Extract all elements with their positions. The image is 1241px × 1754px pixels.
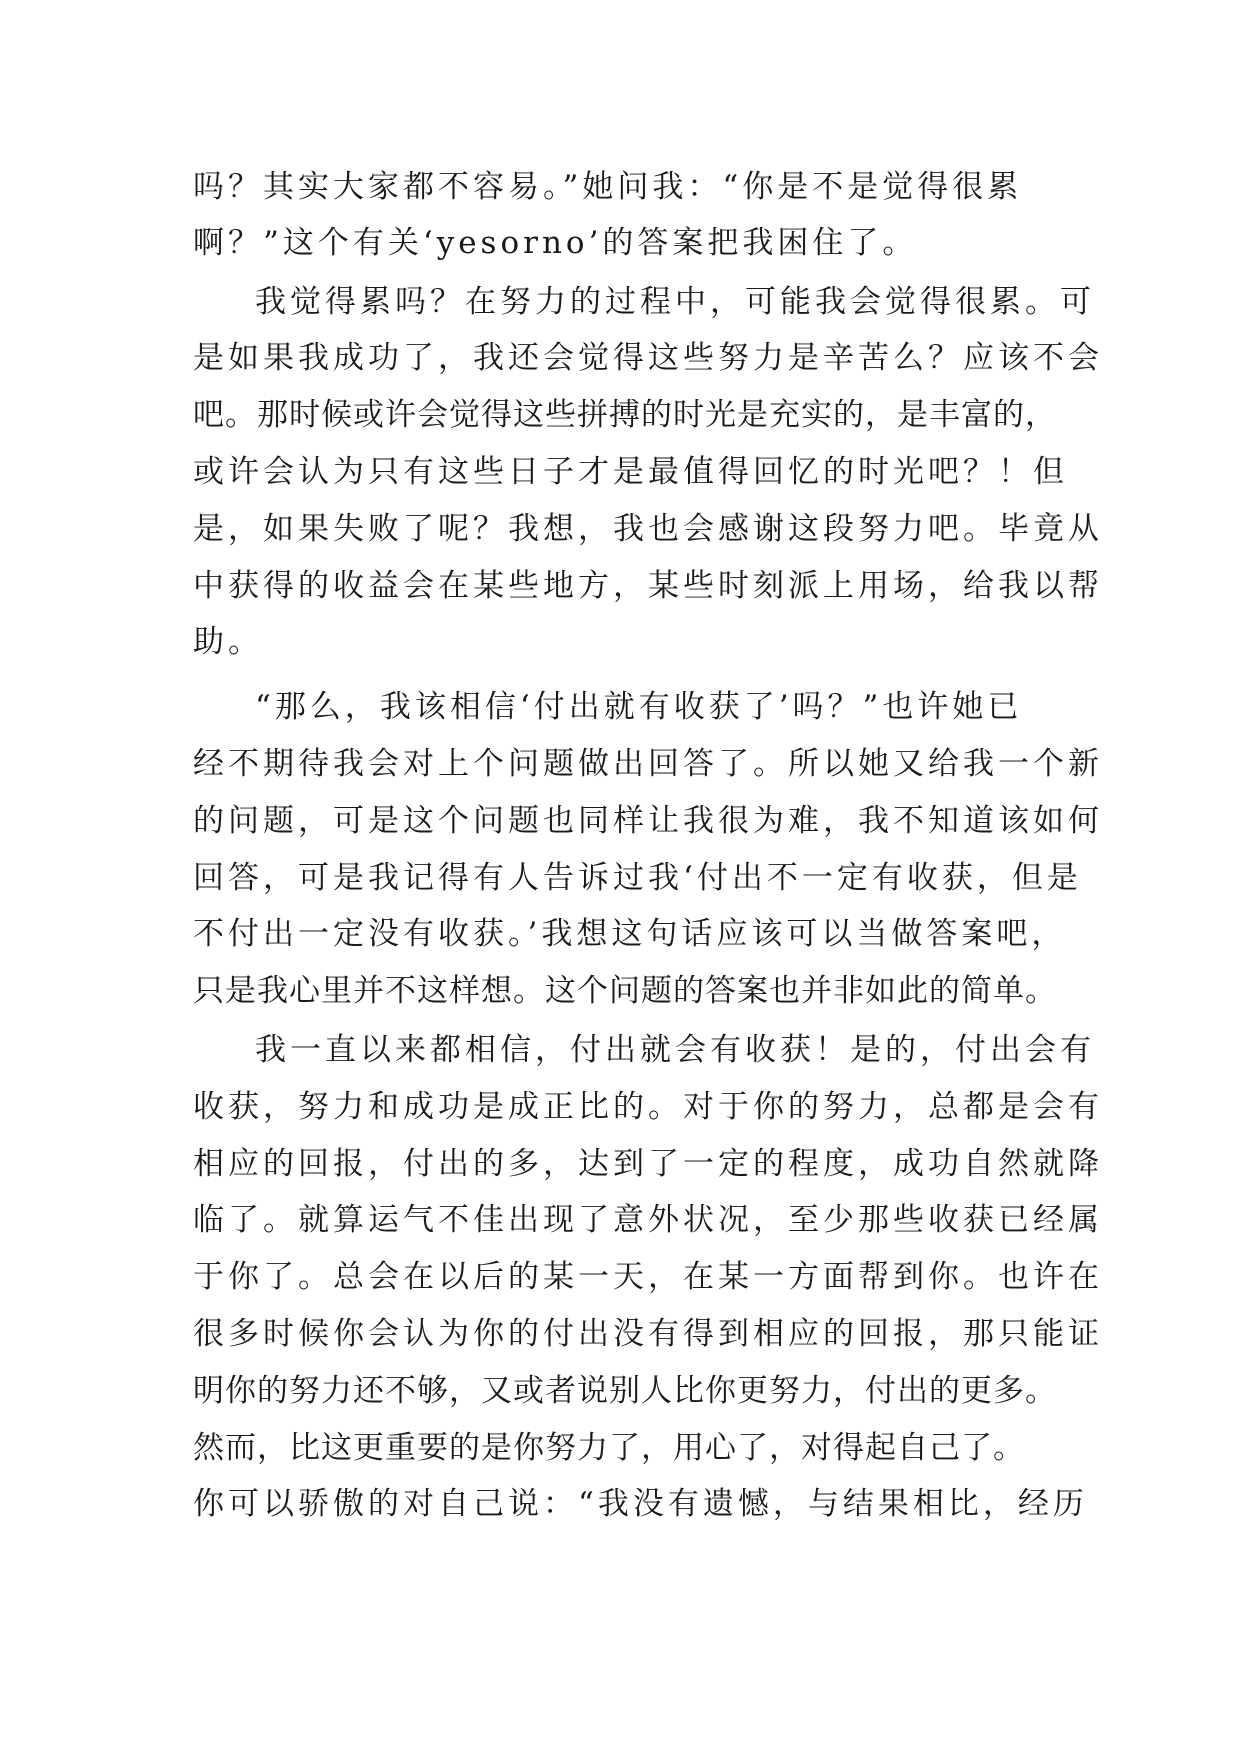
text-line: 于你了。总会在以后的某一天，在某一方面帮到你。也许在 bbox=[193, 1259, 1103, 1295]
text-line: 回答，可是我记得有人告诉过我‘付出不一定有收获，但是 bbox=[193, 860, 1082, 896]
text-line: 明你的努力还不够，又或者说别人比你更努力，付出的更多。 bbox=[193, 1373, 1057, 1409]
text-line: 吗？其实大家都不容易。”她问我：“你是不是觉得很累 bbox=[193, 169, 1023, 205]
text-line: 你可以骄傲的对自己说：“我没有遗憾，与结果相比，经历 bbox=[193, 1486, 1088, 1522]
text-line: 中获得的收益会在某些地方，某些时刻派上用场，给我以帮 bbox=[193, 568, 1103, 604]
paragraph-first-line: 我一直以来都相信，付出就会有收获！是的，付出会有 bbox=[255, 1032, 1095, 1068]
text-line: 的问题，可是这个问题也同样让我很为难，我不知道该如何 bbox=[193, 803, 1103, 839]
text-line: 啊？”这个有关‘yesorno’的答案把我困住了。 bbox=[193, 225, 918, 261]
text-line: 只是我心里并不这样想。这个问题的答案也并非如此的简单。 bbox=[193, 973, 1057, 1009]
text-line: 不付出一定没有收获。’我想这句话应该可以当做答案吧， bbox=[193, 916, 1067, 952]
text-line: 收获，努力和成功是成正比的。对于你的努力，总都是会有 bbox=[193, 1089, 1103, 1125]
paragraph-first-line: 我觉得累吗？在努力的过程中，可能我会觉得很累。可 bbox=[255, 284, 1095, 320]
text-line: 是，如果失败了呢？我想，我也会感谢这段努力吧。毕竟从 bbox=[193, 511, 1103, 547]
text-line: 或许会认为只有这些日子才是最值得回忆的时光吧？！但 bbox=[193, 454, 1068, 490]
text-line: 相应的回报，付出的多，达到了一定的程度，成功自然就降 bbox=[193, 1146, 1103, 1182]
text-line: 很多时候你会认为你的付出没有得到相应的回报，那只能证 bbox=[193, 1316, 1103, 1352]
text-line: 吧。那时候或许会觉得这些拼搏的时光是充实的，是丰富的， bbox=[193, 397, 1057, 433]
text-line: 是如果我成功了，我还会觉得这些努力是辛苦么？应该不会 bbox=[193, 340, 1103, 376]
text-line: 临了。就算运气不佳出现了意外状况，至少那些收获已经属 bbox=[193, 1202, 1103, 1238]
text-line: 助。 bbox=[193, 624, 263, 660]
paragraph-first-line: “那么，我该相信‘付出就有收获了’吗？”也许她已 bbox=[255, 689, 1023, 725]
text-line: 经不期待我会对上个问题做出回答了。所以她又给我一个新 bbox=[193, 746, 1103, 782]
text-line: 然而，比这更重要的是你努力了，用心了，对得起自己了。 bbox=[193, 1430, 1025, 1466]
